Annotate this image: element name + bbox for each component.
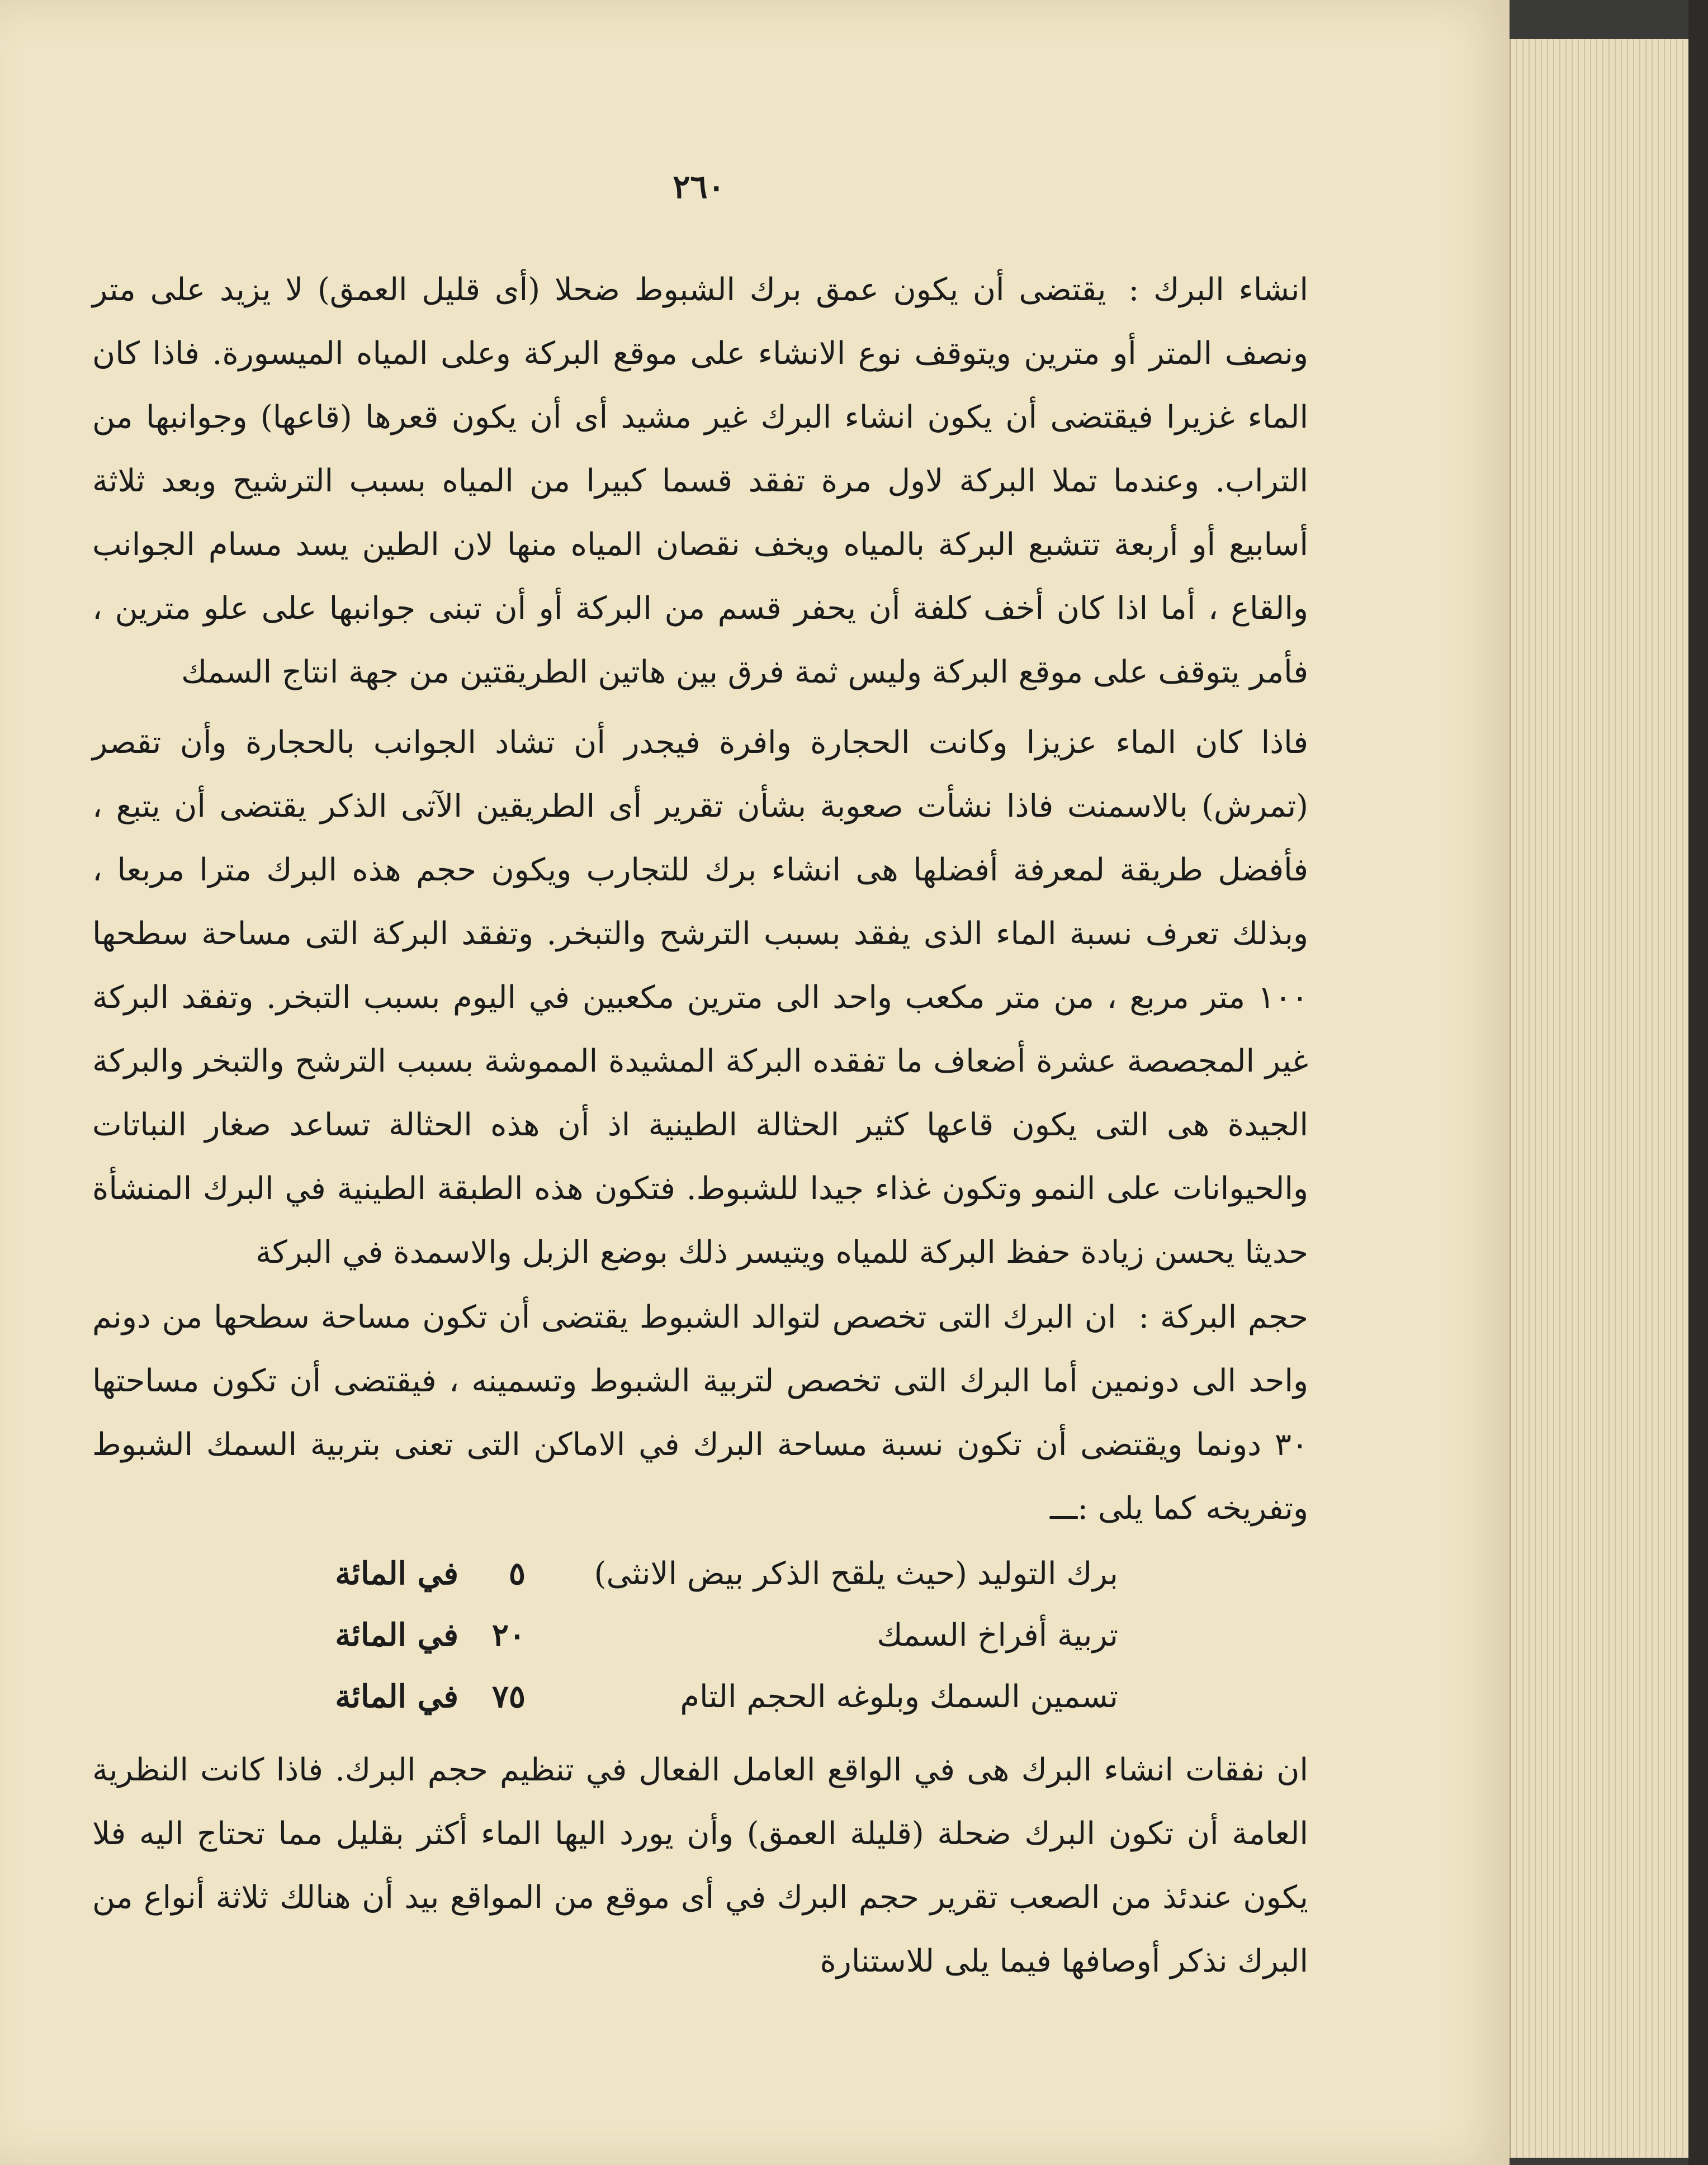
paragraph-pond-size	[92, 1286, 1308, 1541]
table-row	[291, 1604, 1118, 1666]
page-number: ٢٦٠	[673, 168, 725, 206]
row-unit: في المائة	[335, 1617, 458, 1654]
row-label: برك التوليد (حيث يلقح الذكر بيض الانثى)	[594, 1555, 1118, 1592]
paragraph-pond-construction	[92, 258, 1308, 704]
table-row	[291, 1666, 1118, 1727]
row-value: ٧٥	[491, 1678, 526, 1715]
paragraph-text: ان البرك التى تخصص لتوالد الشبوط يقتضى أن تكون مساحة سطحها من دونم واحد الى دونمين أما البرك التى تخصص لتربية الشبوط وتسمينه ، فيقتضى أن تكون مساحتها ٣٠ دونما ويقتضى أن تكون نسبة مساحة البرك في الاماكن التى تعنى بتربية السمك الشبوط وتفريخه كما يلى :ـــ	[92, 1299, 1308, 1527]
table-row	[291, 1543, 1118, 1604]
paragraph-text: فاذا كان الماء عزيزا وكانت الحجارة وافرة فيجدر أن تشاد الجوانب بالحجارة وأن تقصر (تمرش) بالاسمنت فاذا نشأت صعوبة بشأن تقرير أى الطريقين الآتى الذكر يقتضى أن يتبع ، فأفضل طريقة لمعرفة أفضلها هى انشاء برك للتجارب ويكون حجم هذه البرك مترا مربعا ، وبذلك تعرف نسبة الماء الذى يفقد بسبب الترشح والتبخر. وتفقد البركة التى مساحة سطحها ١٠٠ متر مربع ، من متر مكعب واحد الى مترين مكعبين في اليوم بسبب التبخر. وتفقد البركة غير المجصصة عشرة أضعاف ما تفقده البركة المشيدة المموشة بسبب الترشح والتبخر والبركة الجيدة هى التى يكون قاعها كثير الحثالة الطينية اذ أن هذه الحثالة تساعد صغار النباتات والحيوانات على النمو وتكون غذاء جيدا للشبوط. فتكون هذه الطبقة الطينية في البرك المنشأة حديثا يحسن زيادة حفظ البركة للمياه ويتيسر ذلك بوضع الزبل والاسمدة في البركة	[92, 724, 1308, 1271]
row-unit: في المائة	[335, 1555, 458, 1592]
row-value: ٥	[508, 1555, 526, 1592]
row-label: تسمين السمك وبلوغه الحجم التام	[680, 1678, 1118, 1715]
pond-distribution-table	[291, 1543, 1118, 1727]
paragraph-text: ان نفقات انشاء البرك هى في الواقع العامل الفعال في تنظيم حجم البرك. فاذا كانت النظرية العامة أن تكون البرك ضحلة (قليلة العمق) وأن يورد اليها الماء أكثر بقليل مما تحتاج اليه فلا يكون عندئذ من الصعب تقرير حجم البرك في أى موقع من المواقع بيد أن هنالك ثلاثة أنواع من البرك نذكر أوصافها فيما يلى للاستنارة	[92, 1752, 1308, 1979]
row-unit: في المائة	[335, 1678, 458, 1715]
paragraph-text: يقتضى أن يكون عمق برك الشبوط ضحلا (أى قليل العمق) لا يزيد على متر ونصف المتر أو مترين ويتوقف نوع الانشاء على موقع البركة وعلى المياه الميسورة. فاذا كان الماء غزيرا فيقتضى أن يكون انشاء البرك غير مشيد أى أن يكون قعرها (قاعها) وجوانبها من التراب. وعندما تملا البركة لاول مرة تفقد قسما كبيرا من المياه بسبب الترشيح وبعد ثلاثة أسابيع أو أربعة تتشبع البركة بالمياه ويخف نقصان المياه منها لان الطين يسد مسام الجوانب والقاع ، أما اذا كان أخف كلفة أن يحفر قسم من البركة أو أن تبنى جوانبها على علو مترين ، فأمر يتوقف على موقع البركة وليس ثمة فرق بين هاتين الطريقتين من جهة انتاج السمك	[92, 272, 1309, 690]
book-cover-edge	[1688, 0, 1708, 2165]
row-value: ٢٠	[491, 1617, 526, 1654]
paragraph-pond-costs	[92, 1738, 1392, 1993]
row-label: تربية أفراخ السمك	[877, 1617, 1118, 1654]
section-heading-construction: انشاء البرك :	[1128, 272, 1308, 308]
paragraph-stone-ponds	[92, 711, 1392, 1285]
page-edges	[1510, 39, 1690, 2158]
section-heading-size: حجم البركة :	[1138, 1299, 1308, 1335]
